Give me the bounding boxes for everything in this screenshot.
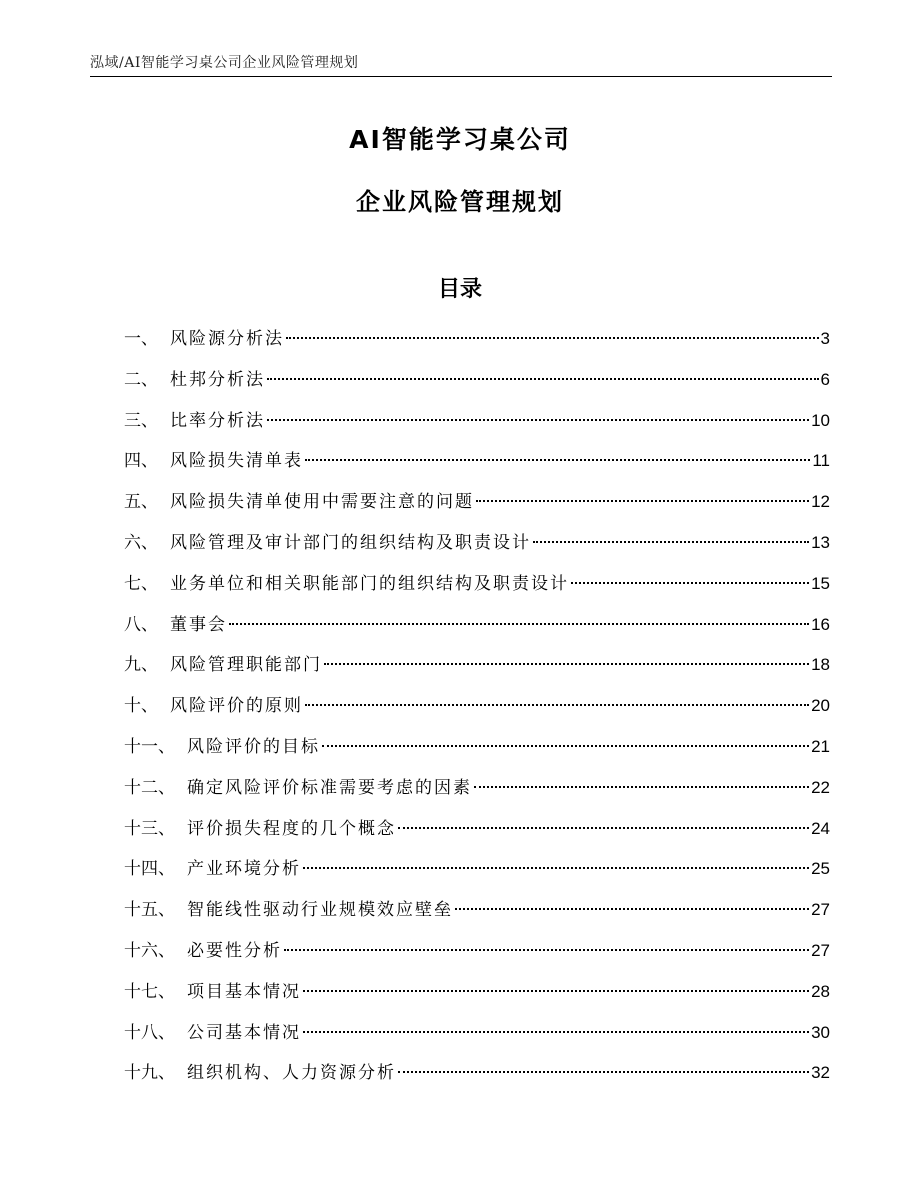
toc-entry-page: 27	[811, 900, 830, 920]
toc-leader-dots	[305, 459, 810, 461]
toc-leader-dots	[303, 990, 809, 992]
toc-entry-page: 18	[811, 655, 830, 675]
toc-entry[interactable]	[124, 771, 830, 812]
toc-entry-title: 杜邦分析法	[170, 369, 265, 390]
toc-entry[interactable]	[124, 648, 830, 689]
table-of-contents	[124, 322, 830, 1097]
toc-entry-page: 6	[820, 369, 830, 389]
toc-entry-page: 27	[811, 940, 830, 960]
toc-entry-title: 风险损失清单使用中需要注意的问题	[170, 492, 474, 513]
toc-entry-title: 确定风险评价标准需要考虑的因素	[187, 777, 472, 798]
toc-entry[interactable]	[124, 1056, 830, 1097]
toc-entry-page: 15	[811, 573, 830, 593]
toc-entry-number: 十一、	[124, 736, 175, 757]
header-rule	[90, 76, 832, 77]
document-subtitle: 企业风险管理规划	[356, 188, 564, 216]
toc-leader-dots	[398, 827, 809, 829]
toc-entry-page: 12	[811, 492, 830, 512]
toc-entry[interactable]	[124, 975, 830, 1016]
toc-entry-page: 30	[811, 1022, 830, 1042]
toc-entry[interactable]	[124, 322, 830, 363]
toc-entry-title: 风险评价的原则	[170, 696, 303, 717]
toc-entry-number: 十、	[124, 696, 158, 717]
toc-entry-number: 三、	[124, 410, 158, 431]
toc-leader-dots	[533, 541, 809, 543]
toc-leader-dots	[571, 582, 809, 584]
toc-entry-number: 五、	[124, 492, 158, 513]
toc-entry-title: 项目基本情况	[187, 981, 301, 1002]
document-title: AI智能学习桌公司	[349, 125, 571, 154]
toc-entry-page: 3	[820, 329, 830, 348]
toc-entry-title: 业务单位和相关职能部门的组织结构及职责设计	[170, 573, 569, 594]
toc-entry-page: 10	[811, 410, 830, 430]
toc-entry-page: 32	[811, 1063, 830, 1083]
toc-leader-dots	[476, 500, 809, 502]
toc-entry[interactable]	[124, 404, 830, 445]
toc-entry[interactable]	[124, 526, 830, 567]
toc-entry-title: 评价损失程度的几个概念	[187, 818, 396, 839]
toc-entry[interactable]	[124, 1016, 830, 1057]
toc-entry-number: 二、	[124, 369, 158, 390]
toc-entry-number: 六、	[124, 532, 158, 553]
toc-entry-number: 十九、	[124, 1063, 175, 1084]
toc-entry[interactable]	[124, 485, 830, 526]
toc-entry[interactable]	[124, 730, 830, 771]
toc-entry-page: 25	[811, 859, 830, 879]
toc-entry-page: 21	[811, 736, 830, 756]
toc-entry[interactable]	[124, 567, 830, 608]
toc-entry[interactable]	[124, 852, 830, 893]
toc-entry-number: 十四、	[124, 859, 175, 880]
toc-entry-number: 十六、	[124, 940, 175, 961]
toc-entry-title: 比率分析法	[170, 410, 265, 431]
toc-entry[interactable]	[124, 812, 830, 853]
toc-entry[interactable]	[124, 363, 830, 404]
toc-entry-title: 智能线性驱动行业规模效应壁垒	[187, 900, 453, 921]
toc-leader-dots	[229, 623, 809, 625]
toc-entry-title: 必要性分析	[187, 940, 282, 961]
toc-entry[interactable]	[124, 893, 830, 934]
toc-entry-title: 产业环境分析	[187, 859, 301, 880]
toc-entry[interactable]	[124, 689, 830, 730]
toc-entry-number: 八、	[124, 614, 158, 635]
toc-leader-dots	[284, 949, 809, 951]
toc-entry-title: 董事会	[170, 614, 227, 635]
toc-leader-dots	[303, 1031, 809, 1033]
toc-entry-title: 风险评价的目标	[187, 736, 320, 757]
toc-entry-title: 组织机构、人力资源分析	[187, 1063, 396, 1084]
toc-entry-number: 四、	[124, 451, 158, 472]
toc-entry[interactable]	[124, 934, 830, 975]
toc-entry-page: 13	[811, 532, 830, 552]
toc-entry-page: 24	[811, 818, 830, 838]
toc-leader-dots	[398, 1071, 809, 1073]
toc-entry[interactable]	[124, 444, 830, 485]
running-header: 泓域/AI智能学习桌公司企业风险管理规划	[90, 55, 359, 71]
toc-entry[interactable]	[124, 608, 830, 649]
toc-entry-title: 风险管理及审计部门的组织结构及职责设计	[170, 532, 531, 553]
toc-entry-number: 七、	[124, 573, 158, 594]
toc-entry-number: 十五、	[124, 900, 175, 921]
toc-entry-number: 十七、	[124, 981, 175, 1002]
toc-entry-page: 11	[812, 451, 830, 471]
toc-entry-number: 九、	[124, 655, 158, 676]
toc-entry-number: 十三、	[124, 818, 175, 839]
toc-entry-page: 22	[811, 777, 830, 797]
toc-leader-dots	[322, 745, 809, 747]
toc-entry-number: 十八、	[124, 1022, 175, 1043]
toc-leader-dots	[267, 378, 819, 380]
toc-leader-dots	[324, 663, 809, 665]
toc-entry-title: 风险损失清单表	[170, 451, 303, 472]
toc-entry-page: 20	[811, 696, 830, 716]
toc-heading: 目录	[437, 277, 482, 302]
toc-entry-number: 一、	[124, 329, 158, 349]
toc-leader-dots	[303, 867, 809, 869]
toc-leader-dots	[455, 908, 809, 910]
toc-entry-page: 28	[811, 981, 830, 1001]
toc-leader-dots	[474, 786, 809, 788]
toc-entry-title: 风险源分析法	[170, 329, 284, 349]
toc-leader-dots	[305, 704, 809, 706]
toc-leader-dots	[267, 419, 809, 421]
toc-entry-page: 16	[811, 614, 830, 634]
toc-entry-title: 风险管理职能部门	[170, 655, 322, 676]
toc-entry-number: 十二、	[124, 777, 175, 798]
toc-entry-title: 公司基本情况	[187, 1022, 301, 1043]
toc-leader-dots	[286, 337, 819, 339]
